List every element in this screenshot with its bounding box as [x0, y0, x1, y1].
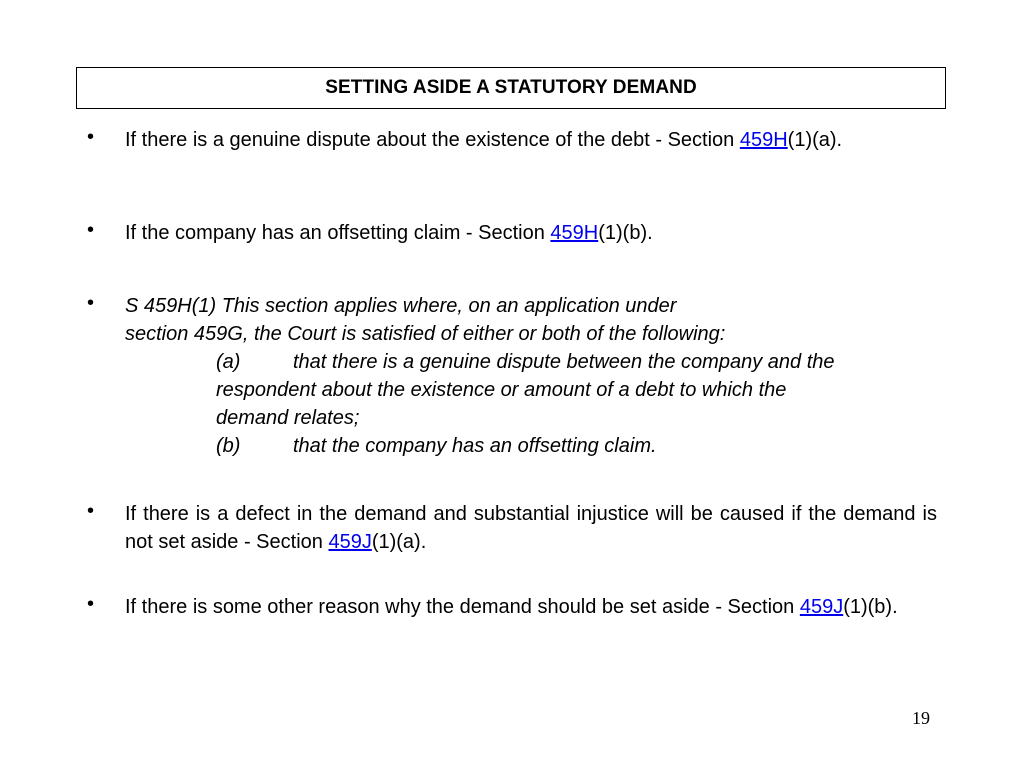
slide-title: SETTING ASIDE A STATUTORY DEMAND [325, 77, 697, 98]
bullet-item-1 [125, 126, 937, 154]
bullet-4-text: If there is a defect in the demand and substantial injustice will be caused if the demand is not set aside - Section [125, 503, 937, 553]
bullet-4-suffix: (1)(a). [371, 531, 427, 553]
subclause-a-line-1: that there is a genuine dispute between the company and the [293, 351, 835, 373]
bullet-item-4 [125, 500, 937, 556]
statute-line-2: section 459G, the Court is satisfied of either or both of the following: [125, 323, 726, 345]
bullet-marker: • [87, 500, 95, 522]
subclause-a-line-3: demand relates; [216, 407, 360, 429]
subclause-a-line-2: respondent about the existence or amount of a debt to which the [216, 379, 787, 401]
statute-subclause-b [216, 432, 916, 460]
subclause-b-label: (b) [216, 435, 241, 457]
bullet-1-text: If there is a genuine dispute about the existence of the debt - Section [125, 129, 740, 151]
bullet-5-text: If there is some other reason why the demand should be set aside - Section [125, 596, 800, 618]
bullet-marker: • [87, 292, 95, 314]
statute-subclause-a [216, 348, 916, 432]
section-459h-link-1[interactable]: 459H [739, 129, 788, 151]
bullet-1-suffix: (1)(a). [787, 129, 843, 151]
bullet-2-suffix: (1)(b). [598, 222, 653, 244]
bullet-item-2 [125, 219, 937, 247]
subclause-a-label: (a) [216, 351, 241, 373]
section-459h-link-2[interactable]: 459H [550, 222, 599, 244]
bullet-marker: • [87, 126, 95, 148]
subclause-b-text: that the company has an offsetting claim. [293, 435, 657, 457]
bullet-5-suffix: (1)(b). [843, 596, 898, 618]
statute-line-1: S 459H(1) This section applies where, on an application under [125, 295, 677, 317]
bullet-item-5 [125, 593, 937, 621]
bullet-item-3 [125, 292, 937, 348]
bullet-marker: • [87, 219, 95, 241]
bullet-marker: • [87, 593, 95, 615]
section-459j-link-1[interactable]: 459J [328, 531, 372, 553]
bullet-2-text: If the company has an offsetting claim - Section [125, 222, 551, 244]
title-box [76, 67, 946, 109]
page-number: 19 [912, 708, 930, 728]
section-459j-link-2[interactable]: 459J [799, 596, 844, 618]
